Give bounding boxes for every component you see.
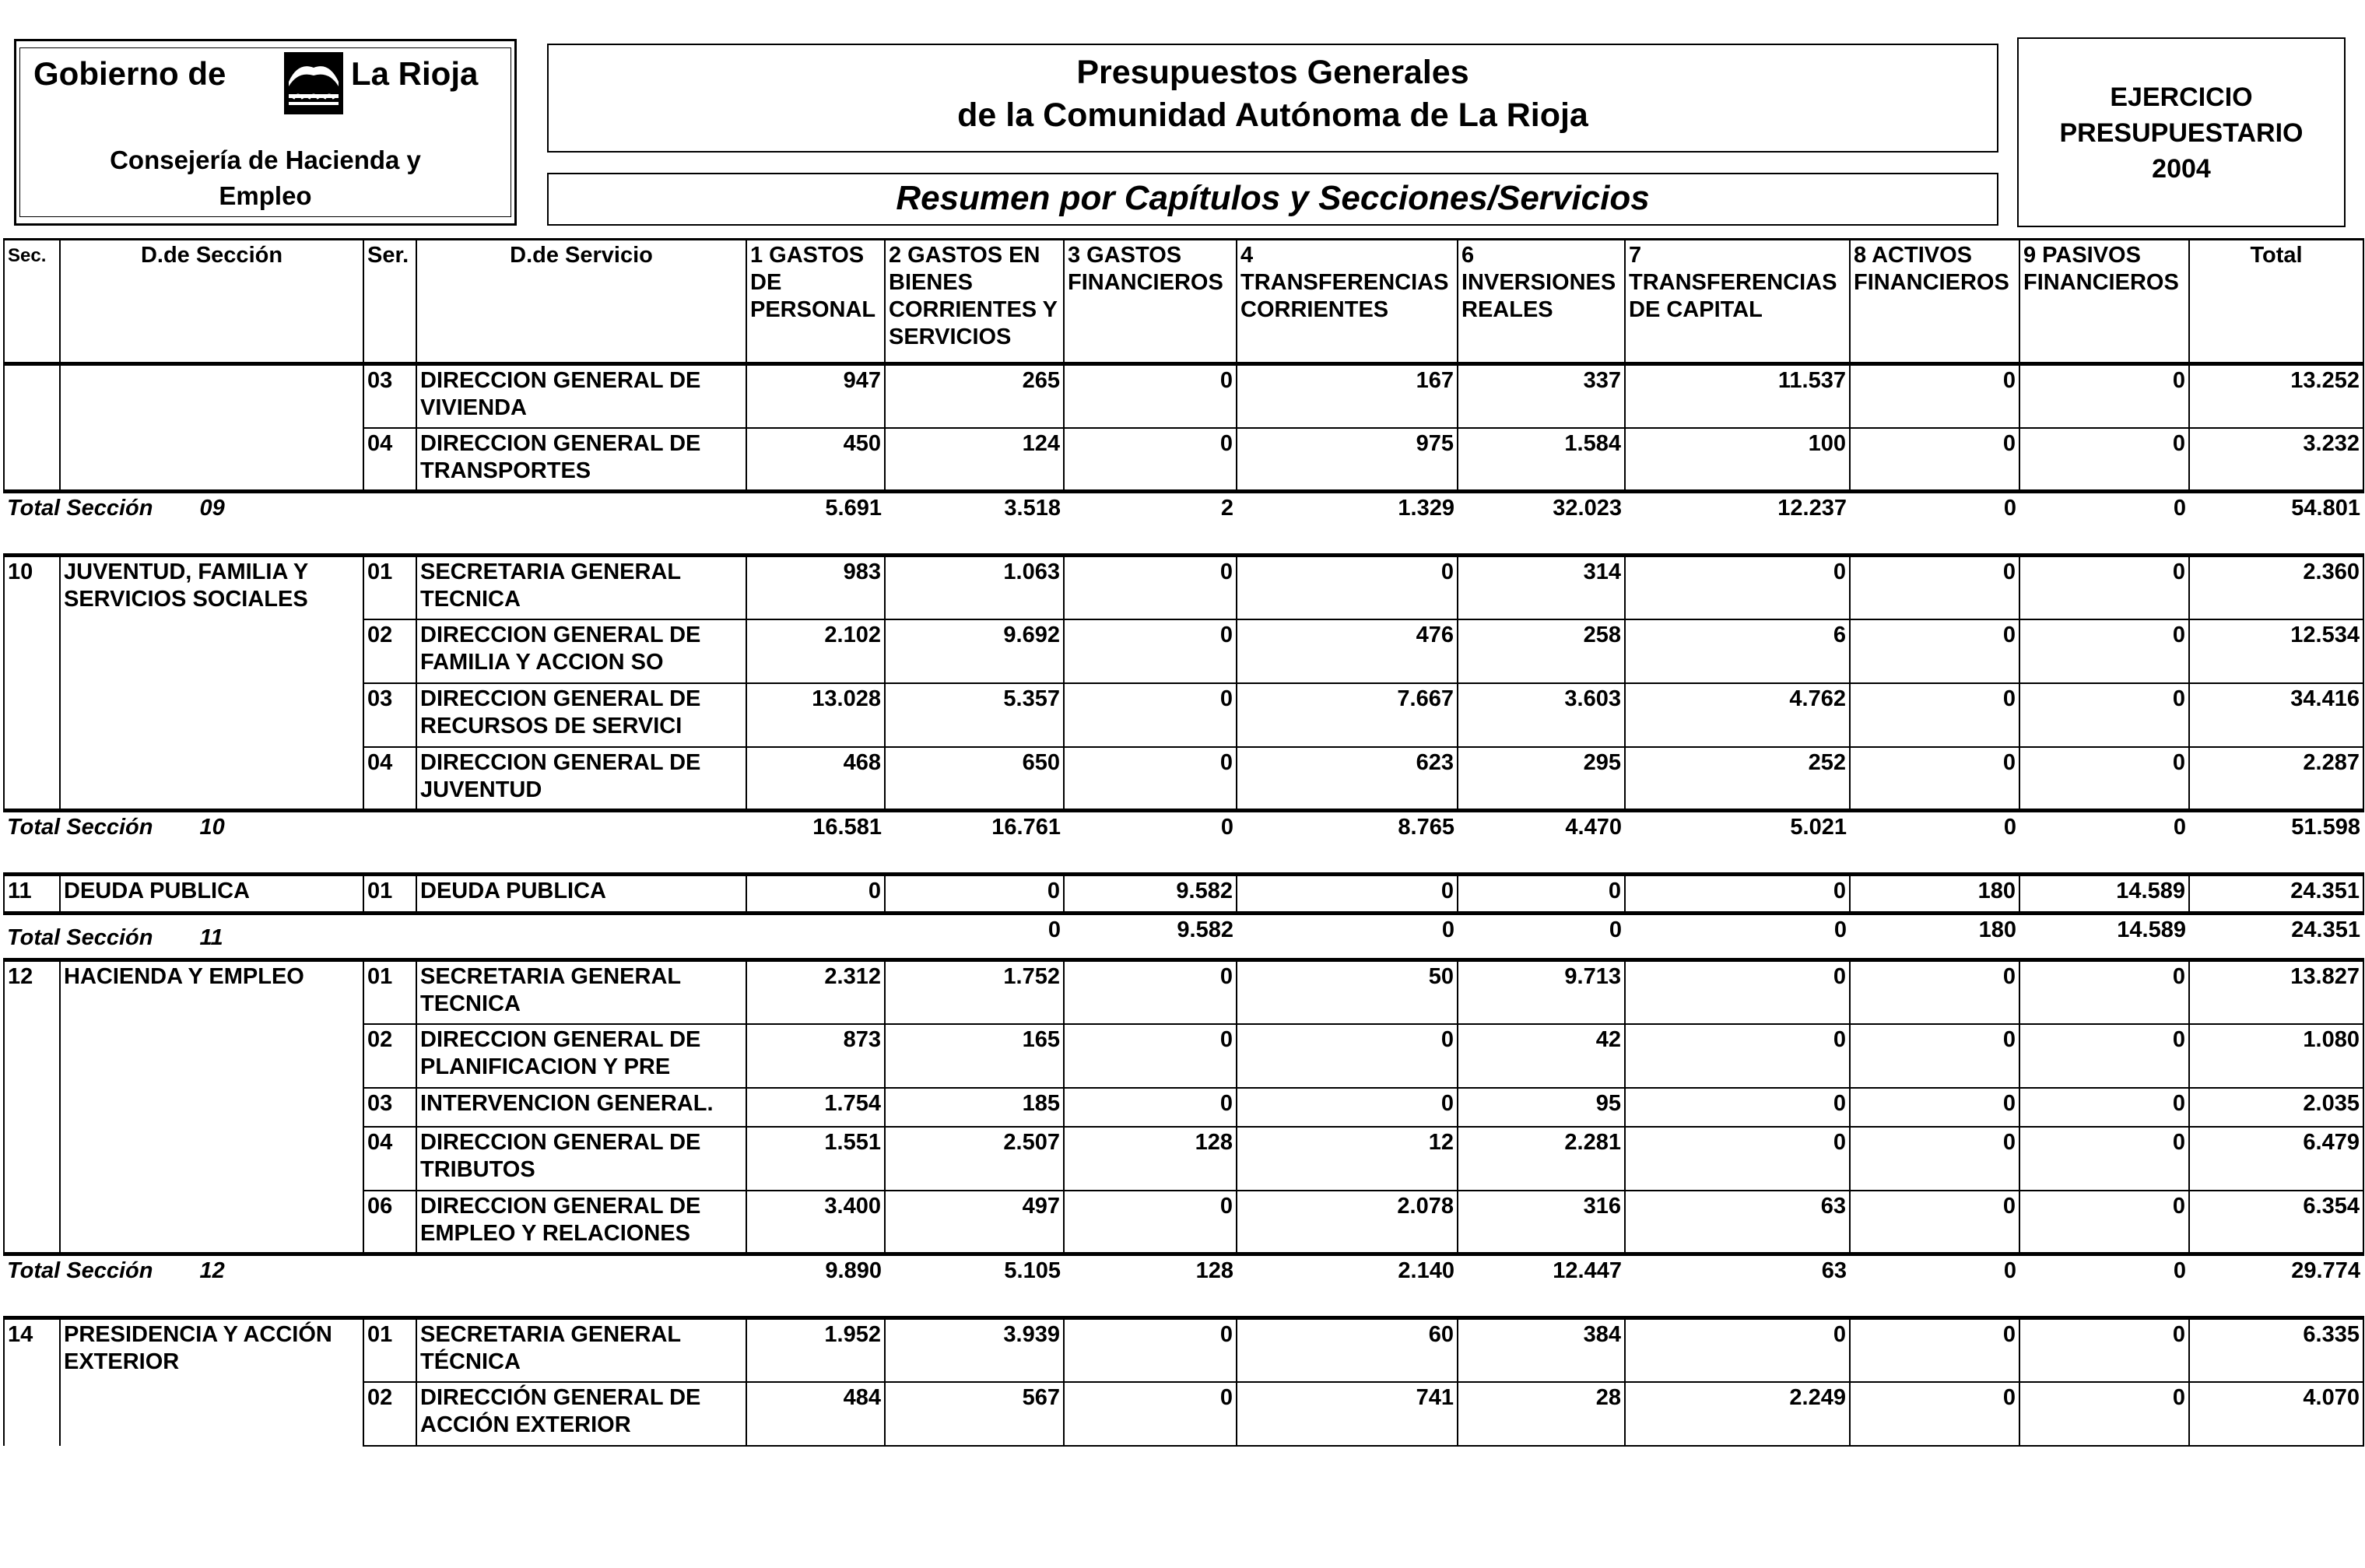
chapter-value: 0 <box>1625 1088 1850 1127</box>
service-code: 02 <box>363 1024 416 1088</box>
la-rioja-emblem-icon <box>282 51 345 116</box>
chapter-value: 2.102 <box>746 619 885 683</box>
section-total-value: 2 <box>1064 492 1237 556</box>
header-organization <box>14 39 517 226</box>
section-code: 12 <box>4 960 60 1024</box>
section-total-label <box>4 492 746 556</box>
section-total-value: 9.582 <box>1064 914 1237 960</box>
section-total-value: 14.589 <box>2019 914 2189 960</box>
service-name: DIRECCION GENERAL DE PLANIFICACION Y PRE <box>416 1024 746 1088</box>
chapter-value: 0 <box>1850 556 2019 619</box>
chapter-value: 0 <box>1850 1024 2019 1088</box>
col-bienes-corrientes: 2 GASTOS EN BIENES CORRIENTES Y SERVICIOS <box>885 240 1064 364</box>
section-total-value: 32.023 <box>1458 492 1625 556</box>
section-total-row <box>4 914 2363 960</box>
table-row <box>4 1024 2363 1088</box>
chapter-value: 0 <box>2019 1088 2189 1127</box>
chapter-value: 983 <box>746 556 885 619</box>
section-name: HACIENDA Y EMPLEO <box>60 960 363 1024</box>
chapter-value: 295 <box>1458 747 1625 811</box>
section-total-row <box>4 811 2363 875</box>
section-code <box>4 619 60 683</box>
chapter-value: 185 <box>885 1088 1064 1127</box>
section-name <box>60 683 363 747</box>
chapter-value: 9.713 <box>1458 960 1625 1024</box>
section-total-label <box>4 914 746 960</box>
section-total-value: 0 <box>1625 914 1850 960</box>
table-row <box>4 683 2363 747</box>
section-total-value: 0 <box>1850 811 2019 875</box>
section-total-value: 5.021 <box>1625 811 1850 875</box>
section-code <box>4 747 60 811</box>
chapter-value: 650 <box>885 747 1064 811</box>
chapter-value: 0 <box>1850 1127 2019 1191</box>
chapter-value: 60 <box>1237 1318 1458 1382</box>
chapter-value: 0 <box>1064 747 1237 811</box>
section-total-value: 0 <box>1064 811 1237 875</box>
row-total-value: 13.827 <box>2189 960 2363 1024</box>
chapter-value: 0 <box>1237 1024 1458 1088</box>
chapter-value: 95 <box>1458 1088 1625 1127</box>
service-name: INTERVENCION GENERAL. <box>416 1088 746 1127</box>
chapter-value: 337 <box>1458 364 1625 428</box>
service-name: DIRECCION GENERAL DE TRIBUTOS <box>416 1127 746 1191</box>
total-section-number: 11 <box>199 925 223 950</box>
chapter-value: 741 <box>1237 1382 1458 1446</box>
col-dser: D.de Servicio <box>416 240 746 364</box>
chapter-value: 1.752 <box>885 960 1064 1024</box>
chapter-value: 0 <box>2019 747 2189 811</box>
rioja-label: La Rioja <box>351 55 479 92</box>
table-row <box>4 1088 2363 1127</box>
section-total-value: 16.761 <box>885 811 1064 875</box>
chapter-value: 0 <box>1064 619 1237 683</box>
chapter-value: 265 <box>885 364 1064 428</box>
chapter-value: 42 <box>1458 1024 1625 1088</box>
chapter-value: 0 <box>1064 1024 1237 1088</box>
chapter-value: 180 <box>1850 875 2019 914</box>
chapter-value: 2.281 <box>1458 1127 1625 1191</box>
chapter-value: 0 <box>1625 556 1850 619</box>
chapter-value: 0 <box>2019 1127 2189 1191</box>
chapter-value: 3.400 <box>746 1191 885 1254</box>
chapter-value: 0 <box>1064 1318 1237 1382</box>
row-total-value: 2.287 <box>2189 747 2363 811</box>
service-name: SECRETARIA GENERAL TECNICA <box>416 960 746 1024</box>
section-name: PRESIDENCIA Y ACCIÓN EXTERIOR <box>60 1318 363 1382</box>
chapter-value: 0 <box>2019 1024 2189 1088</box>
chapter-value: 0 <box>1850 1318 2019 1382</box>
service-code: 04 <box>363 1127 416 1191</box>
chapter-value: 0 <box>1237 556 1458 619</box>
section-total-value: 0 <box>2019 1254 2189 1318</box>
service-code: 04 <box>363 428 416 492</box>
col-inversiones-reales: 6 INVERSIONES REALES <box>1458 240 1625 364</box>
section-name <box>60 1382 363 1446</box>
service-code: 01 <box>363 875 416 914</box>
section-code: 10 <box>4 556 60 619</box>
service-code: 03 <box>363 1088 416 1127</box>
section-name <box>60 1088 363 1127</box>
col-pasivos-financieros: 9 PASIVOS FINANCIEROS <box>2019 240 2189 364</box>
chapter-value: 476 <box>1237 619 1458 683</box>
col-transf-capital: 7 TRANSFERENCIAS DE CAPITAL <box>1625 240 1850 364</box>
chapter-value: 0 <box>1064 556 1237 619</box>
table-row <box>4 1127 2363 1191</box>
chapter-value: 1.584 <box>1458 428 1625 492</box>
service-code: 03 <box>363 683 416 747</box>
section-total-value: 0 <box>2019 811 2189 875</box>
chapter-value: 252 <box>1625 747 1850 811</box>
section-total-value: 3.518 <box>885 492 1064 556</box>
col-dsec: D.de Sección <box>60 240 363 364</box>
chapter-value: 316 <box>1458 1191 1625 1254</box>
chapter-value: 384 <box>1458 1318 1625 1382</box>
section-total-value: 4.470 <box>1458 811 1625 875</box>
chapter-value: 450 <box>746 428 885 492</box>
chapter-value: 0 <box>1850 1191 2019 1254</box>
table-row <box>4 1382 2363 1446</box>
consejeria-line-1: Consejería de Hacienda y <box>110 146 421 174</box>
section-total-value: 0 <box>1850 492 2019 556</box>
chapter-value: 9.582 <box>1064 875 1237 914</box>
chapter-value: 3.603 <box>1458 683 1625 747</box>
service-code: 02 <box>363 619 416 683</box>
chapter-value: 0 <box>1064 1382 1237 1446</box>
chapter-value: 7.667 <box>1237 683 1458 747</box>
header-title-box <box>547 44 1998 153</box>
section-code <box>4 1127 60 1191</box>
chapter-value: 14.589 <box>2019 875 2189 914</box>
chapter-value: 128 <box>1064 1127 1237 1191</box>
section-total-value: 63 <box>1625 1254 1850 1318</box>
gobierno-label: Gobierno de <box>33 55 226 92</box>
row-total-value: 6.354 <box>2189 1191 2363 1254</box>
chapter-value: 165 <box>885 1024 1064 1088</box>
chapter-value: 258 <box>1458 619 1625 683</box>
ejercicio-line-2: PRESUPUESTARIO <box>2059 118 2304 148</box>
section-total-value: 0 <box>885 914 1064 960</box>
chapter-value: 0 <box>1064 960 1237 1024</box>
chapter-value: 1.063 <box>885 556 1064 619</box>
service-name: DIRECCION GENERAL DE EMPLEO Y RELACIONES <box>416 1191 746 1254</box>
section-total-row <box>4 492 2363 556</box>
chapter-value: 13.028 <box>746 683 885 747</box>
chapter-value: 0 <box>1850 364 2019 428</box>
section-name <box>60 1024 363 1088</box>
chapter-value: 3.939 <box>885 1318 1064 1382</box>
total-section-number: 12 <box>199 1258 225 1283</box>
section-total-value: 0 <box>2019 492 2189 556</box>
total-label-text: Total Sección <box>7 1258 153 1283</box>
chapter-value: 9.692 <box>885 619 1064 683</box>
service-name: DIRECCIÓN GENERAL DE ACCIÓN EXTERIOR <box>416 1382 746 1446</box>
chapter-value: 0 <box>885 875 1064 914</box>
chapter-value: 0 <box>2019 619 2189 683</box>
section-total-value: 5.691 <box>746 492 885 556</box>
row-total-value: 4.070 <box>2189 1382 2363 1446</box>
chapter-value: 0 <box>1850 683 2019 747</box>
table-row <box>4 364 2363 428</box>
chapter-value: 0 <box>1064 683 1237 747</box>
consejeria-label <box>16 142 514 214</box>
chapter-value: 0 <box>1064 428 1237 492</box>
section-total-value: 5.105 <box>885 1254 1064 1318</box>
service-name: DIRECCION GENERAL DE RECURSOS DE SERVICI <box>416 683 746 747</box>
chapter-value: 0 <box>1625 1024 1850 1088</box>
chapter-value: 2.507 <box>885 1127 1064 1191</box>
chapter-value: 0 <box>1850 1088 2019 1127</box>
service-name: DEUDA PUBLICA <box>416 875 746 914</box>
row-total-value: 34.416 <box>2189 683 2363 747</box>
section-grand-total: 24.351 <box>2189 914 2363 960</box>
section-grand-total: 51.598 <box>2189 811 2363 875</box>
chapter-value: 0 <box>1625 1318 1850 1382</box>
chapter-value: 975 <box>1237 428 1458 492</box>
chapter-value: 100 <box>1625 428 1850 492</box>
fiscal-year-label <box>2019 79 2344 187</box>
total-section-number: 09 <box>199 496 225 521</box>
document-subtitle: Resumen por Capítulos y Secciones/Servicios <box>896 179 1650 217</box>
section-total-value: 12.447 <box>1458 1254 1625 1318</box>
chapter-value: 0 <box>2019 428 2189 492</box>
col-sec: Sec. <box>4 240 60 364</box>
chapter-value: 0 <box>1458 875 1625 914</box>
section-grand-total: 29.774 <box>2189 1254 2363 1318</box>
service-code: 01 <box>363 960 416 1024</box>
row-total-value: 2.360 <box>2189 556 2363 619</box>
chapter-value: 28 <box>1458 1382 1625 1446</box>
chapter-value: 947 <box>746 364 885 428</box>
section-code <box>4 1382 60 1446</box>
chapter-value: 12 <box>1237 1127 1458 1191</box>
section-name: DEUDA PUBLICA <box>60 875 363 914</box>
section-total-row <box>4 1254 2363 1318</box>
section-code <box>4 1191 60 1254</box>
chapter-value: 623 <box>1237 747 1458 811</box>
service-name: DIRECCION GENERAL DE VIVIENDA <box>416 364 746 428</box>
section-total-value: 9.890 <box>746 1254 885 1318</box>
row-total-value: 24.351 <box>2189 875 2363 914</box>
service-name: DIRECCION GENERAL DE FAMILIA Y ACCION SO <box>416 619 746 683</box>
chapter-value: 0 <box>2019 1382 2189 1446</box>
total-label-text: Total Sección <box>7 815 153 840</box>
table-row <box>4 1318 2363 1382</box>
chapter-value: 11.537 <box>1625 364 1850 428</box>
chapter-value: 0 <box>1850 1382 2019 1446</box>
chapter-value: 1.551 <box>746 1127 885 1191</box>
title-line-1: Presupuestos Generales <box>1076 54 1469 91</box>
service-code: 03 <box>363 364 416 428</box>
chapter-value: 0 <box>1237 1088 1458 1127</box>
chapter-value: 873 <box>746 1024 885 1088</box>
section-code <box>4 364 60 428</box>
chapter-value: 0 <box>1850 619 2019 683</box>
chapter-value: 0 <box>1064 1088 1237 1127</box>
section-total-value: 0 <box>1850 1254 2019 1318</box>
chapter-value: 0 <box>1850 960 2019 1024</box>
col-total: Total <box>2189 240 2363 364</box>
chapter-value: 5.357 <box>885 683 1064 747</box>
section-total-label <box>4 1254 746 1318</box>
section-total-value: 16.581 <box>746 811 885 875</box>
consejeria-line-2: Empleo <box>219 181 312 210</box>
service-name: SECRETARIA GENERAL TECNICA <box>416 556 746 619</box>
section-code: 14 <box>4 1318 60 1382</box>
total-section-number: 10 <box>199 815 225 840</box>
chapter-value: 0 <box>746 875 885 914</box>
chapter-value: 0 <box>2019 556 2189 619</box>
section-code <box>4 683 60 747</box>
section-name <box>60 747 363 811</box>
row-total-value: 13.252 <box>2189 364 2363 428</box>
section-total-value: 2.140 <box>1237 1254 1458 1318</box>
total-label-text: Total Sección <box>7 925 153 950</box>
service-name: DIRECCION GENERAL DE TRANSPORTES <box>416 428 746 492</box>
chapter-value: 484 <box>746 1382 885 1446</box>
row-total-value: 6.479 <box>2189 1127 2363 1191</box>
chapter-value: 0 <box>2019 1318 2189 1382</box>
chapter-value: 0 <box>1064 364 1237 428</box>
col-activos-financieros: 8 ACTIVOS FINANCIEROS <box>1850 240 2019 364</box>
chapter-value: 0 <box>1064 1191 1237 1254</box>
section-total-value: 128 <box>1064 1254 1237 1318</box>
chapter-value: 2.078 <box>1237 1191 1458 1254</box>
header-year-box <box>2017 37 2346 227</box>
service-code: 01 <box>363 1318 416 1382</box>
chapter-value: 0 <box>1850 428 2019 492</box>
chapter-value: 314 <box>1458 556 1625 619</box>
section-total-value: 1.329 <box>1237 492 1458 556</box>
chapter-value: 1.952 <box>746 1318 885 1382</box>
chapter-value: 2.249 <box>1625 1382 1850 1446</box>
chapter-value: 50 <box>1237 960 1458 1024</box>
service-code: 02 <box>363 1382 416 1446</box>
section-code <box>4 1088 60 1127</box>
table-header-row <box>4 240 2363 364</box>
chapter-value: 0 <box>1625 960 1850 1024</box>
section-grand-total: 54.801 <box>2189 492 2363 556</box>
section-name <box>60 1191 363 1254</box>
table-row <box>4 556 2363 619</box>
service-name: DIRECCION GENERAL DE JUVENTUD <box>416 747 746 811</box>
section-name <box>60 364 363 428</box>
col-gastos-financieros: 3 GASTOS FINANCIEROS <box>1064 240 1237 364</box>
table-row <box>4 960 2363 1024</box>
title-line-2: de la Comunidad Autónoma de La Rioja <box>957 96 1588 134</box>
section-name <box>60 1127 363 1191</box>
chapter-value: 2.312 <box>746 960 885 1024</box>
section-total-value <box>746 914 885 960</box>
table-row <box>4 1191 2363 1254</box>
chapter-value: 0 <box>1237 875 1458 914</box>
chapter-value: 0 <box>2019 683 2189 747</box>
section-total-value: 8.765 <box>1237 811 1458 875</box>
service-code: 01 <box>363 556 416 619</box>
total-label-text: Total Sección <box>7 496 153 521</box>
row-total-value: 12.534 <box>2189 619 2363 683</box>
ejercicio-line-1: EJERCICIO <box>2110 82 2253 112</box>
chapter-value: 0 <box>1625 875 1850 914</box>
section-code <box>4 428 60 492</box>
row-total-value: 3.232 <box>2189 428 2363 492</box>
chapter-value: 1.754 <box>746 1088 885 1127</box>
chapter-value: 6 <box>1625 619 1850 683</box>
document-title <box>549 51 1997 137</box>
section-total-value: 0 <box>1237 914 1458 960</box>
table-row <box>4 428 2363 492</box>
section-total-label <box>4 811 746 875</box>
section-total-value: 12.237 <box>1625 492 1850 556</box>
table-row <box>4 875 2363 914</box>
row-total-value: 1.080 <box>2189 1024 2363 1088</box>
section-name <box>60 428 363 492</box>
chapter-value: 0 <box>1625 1127 1850 1191</box>
chapter-value: 124 <box>885 428 1064 492</box>
header-subtitle-box <box>547 173 1998 226</box>
service-name: SECRETARIA GENERAL TÉCNICA <box>416 1318 746 1382</box>
service-code: 06 <box>363 1191 416 1254</box>
chapter-value: 63 <box>1625 1191 1850 1254</box>
chapter-value: 0 <box>1850 747 2019 811</box>
fiscal-year: 2004 <box>2152 154 2211 184</box>
chapter-value: 0 <box>2019 1191 2189 1254</box>
chapter-value: 468 <box>746 747 885 811</box>
section-total-value: 180 <box>1850 914 2019 960</box>
budget-table <box>3 238 2364 1447</box>
section-name <box>60 619 363 683</box>
chapter-value: 167 <box>1237 364 1458 428</box>
chapter-value: 0 <box>2019 364 2189 428</box>
chapter-value: 0 <box>2019 960 2189 1024</box>
table-row <box>4 619 2363 683</box>
row-total-value: 2.035 <box>2189 1088 2363 1127</box>
col-transf-corrientes: 4 TRANSFERENCIAS CORRIENTES <box>1237 240 1458 364</box>
section-code <box>4 1024 60 1088</box>
service-code: 04 <box>363 747 416 811</box>
row-total-value: 6.335 <box>2189 1318 2363 1382</box>
section-name: JUVENTUD, FAMILIA Y SERVICIOS SOCIALES <box>60 556 363 619</box>
section-total-value: 0 <box>1458 914 1625 960</box>
chapter-value: 4.762 <box>1625 683 1850 747</box>
col-ser: Ser. <box>363 240 416 364</box>
chapter-value: 567 <box>885 1382 1064 1446</box>
section-code: 11 <box>4 875 60 914</box>
chapter-value: 497 <box>885 1191 1064 1254</box>
table-row <box>4 747 2363 811</box>
col-gastos-personal: 1 GASTOS DE PERSONAL <box>746 240 885 364</box>
